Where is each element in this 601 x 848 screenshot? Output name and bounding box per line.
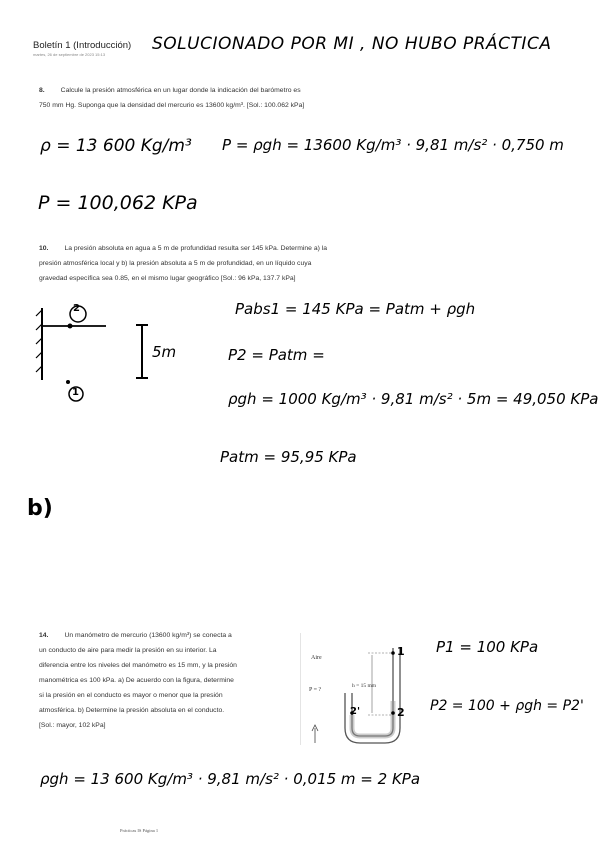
problem-10-line-3: gravedad específica sea 0.85, en el mismo lugar geográfico [Sol.: 96 kPa, 137.7 kPa] xyxy=(39,275,296,282)
problem-10-line-2: presión atmosférica local y b) la presión absoluta a 5 m de profundidad, en un líquido cuya xyxy=(39,260,312,267)
hw-patm-result: Patm = 95,95 KPa xyxy=(220,448,357,466)
handwritten-header-note: SOLUCIONADO POR MI , NO HUBO PRÁCTICA xyxy=(152,34,552,54)
problem-14-line-5: si la presión en el conducto es mayor o menor que la presión xyxy=(39,692,223,699)
problem-14-line-3: diferencia entre los niveles del manómetro es 15 mm, y la presión xyxy=(39,662,237,669)
hw-rho-g-h: ρgh = 1000 Kg/m³ · 9,81 m/s² · 5m = 49,050 KPa xyxy=(228,390,599,408)
hw-fig-point-1: 1 xyxy=(397,645,405,658)
problem-14-line-7: [Sol.: mayor, 102 kPa] xyxy=(39,722,106,729)
hw-p2: P2 = 100 + ρgh = P2' xyxy=(430,698,584,714)
hw-abs-pressure: Pabs1 = 145 KPa = Patm + ρgh xyxy=(235,300,476,318)
fig-label-h: h = 15 mm xyxy=(352,683,377,689)
problem-14-statement xyxy=(39,628,299,733)
hw-depth-label: 5m xyxy=(152,343,177,361)
hw-density: ρ = 13 600 Kg/m³ xyxy=(40,136,192,156)
hw-fig-point-2: 2 xyxy=(397,706,405,719)
problem-8-line-1: Calcule la presión atmosférica en un lugar donde la indicación del barómetro es xyxy=(60,87,301,94)
hw-pressure-result: P = 100,062 KPa xyxy=(38,192,198,214)
problem-14-line-2: un conducto de aire para medir la presión en su interior. La xyxy=(39,647,217,654)
hw-part-b: b) xyxy=(27,496,53,521)
hw-point-2-label: 2 xyxy=(73,303,80,314)
hw-pressure-formula: P = ρgh = 13600 Kg/m³ · 9,81 m/s² · 0,750 m xyxy=(222,136,564,154)
hw-p1: P1 = 100 KPa xyxy=(436,638,539,656)
problem-8-statement xyxy=(39,83,559,113)
hw-p2-equals-patm: P2 = Patm = xyxy=(228,346,325,364)
problem-8-line-2: 750 mm Hg. Suponga que la densidad del mercurio es 13600 kg/m³. [Sol.: 100.062 kPa] xyxy=(39,102,305,109)
problem-10-statement xyxy=(39,241,569,286)
problem-10-line-1: La presión absoluta en agua a 5 m de profundidad resulta ser 145 kPa. Determine a) la xyxy=(64,245,328,252)
notebook-date: martes, 26 de septiembre de 2023 15:13 xyxy=(33,52,106,57)
problem-10-number: 10. xyxy=(39,245,49,252)
fig-label-air: Aire xyxy=(311,655,322,661)
problem-14-line-4: manométrica es 100 kPa. a) De acuerdo con la figura, determine xyxy=(39,677,234,684)
fig-label-p: P = ? xyxy=(309,687,322,693)
problem-14-line-1: Un manómetro de mercurio (13600 kg/m³) se conecta a xyxy=(64,632,232,639)
problem-14-number: 14. xyxy=(39,632,49,639)
problem-14-line-6: atmosférica. b) Determine la presión absoluta en el conducto. xyxy=(39,707,225,714)
hw-point-1-label: 1 xyxy=(72,387,79,398)
hw-rho-g-h-manometer: ρgh = 13 600 Kg/m³ · 9,81 m/s² · 0,015 m = 2 KPa xyxy=(40,770,421,788)
hw-fig-point-2-prime: 2' xyxy=(350,706,361,717)
page-footer: Prácticas IS Página 1 xyxy=(120,828,159,833)
notebook-title: Boletín 1 (Introducción) xyxy=(33,40,132,51)
problem-8-number: 8. xyxy=(39,87,45,94)
